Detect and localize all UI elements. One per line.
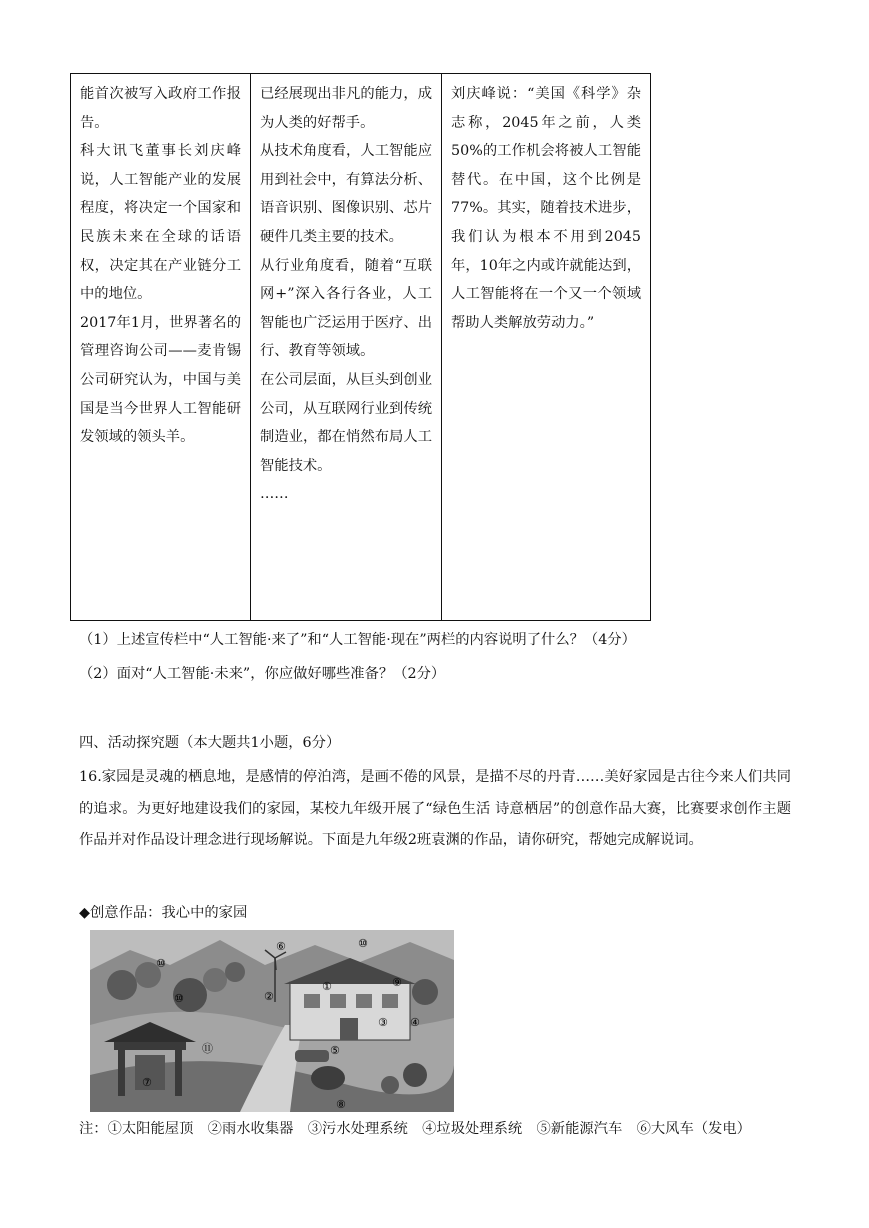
question-1: （1）上述宣传栏中“人工智能·来了”和“人工智能·现在”两栏的内容说明了什么？（4分） (79, 632, 636, 648)
marker-10b: ⑩ (156, 957, 166, 970)
marker-6: ⑥ (276, 940, 286, 953)
marker-8: ⑧ (336, 1098, 346, 1111)
marker-4: ④ (410, 1016, 420, 1029)
marker-10c: ⑩ (174, 992, 184, 1005)
table-column-2 (251, 74, 442, 620)
marker-9: ⑨ (392, 976, 402, 989)
marker-7: ⑦ (142, 1076, 152, 1089)
col1-para-2: 科大讯飞董事长刘庆峰说，人工智能产业的发展程度，将决定一个国家和民族未来在全球的话语权，决定其在产业链分工中的地位。 (80, 143, 241, 303)
marker-2: ② (264, 990, 274, 1003)
col2-para-4: 在公司层面，从巨头到创业公司，从互联网行业到传统制造业，都在悄然布局人工智能技术。 (260, 371, 432, 474)
col2-para-1: 已经展现出非凡的能力，成为人类的好帮手。 (260, 86, 432, 131)
col1-para-1: 能首次被写入政府工作报告。 (80, 86, 241, 131)
col2-para-3: 从行业角度看，随着“互联网+”深入各行各业，人工智能也广泛运用于医疗、出行、教育等领域。 (260, 257, 432, 360)
col2-ellipsis: …… (260, 486, 289, 503)
col2-para-2: 从技术角度看，人工智能应用到社会中，有算法分析、语音识别、图像识别、芯片硬件几类主要的技术。 (260, 143, 432, 245)
table-column-3 (442, 74, 650, 620)
marker-11: ⑪ (202, 1042, 213, 1055)
creative-work-title: ◆创意作品：我心中的家园 (79, 905, 248, 921)
marker-5: ⑤ (330, 1044, 340, 1057)
section-4-heading: 四、活动探究题（本大题共1小题，6分） (79, 735, 341, 751)
marker-3: ③ (378, 1016, 388, 1029)
col1-para-3: 2017年1月，世界著名的管理咨询公司——麦肯锡公司研究认为，中国与美国是当今世界人工智能研发领域的领头羊。 (80, 314, 241, 446)
table-column-1 (71, 74, 251, 620)
marker-10a: ⑩ (358, 937, 368, 950)
figure-note: 注：①太阳能屋顶 ②雨水收集器 ③污水处理系统 ④垃圾处理系统 ⑤新能源汽车 ⑥大风车（发电） (79, 1121, 751, 1137)
question-16: 16.家园是灵魂的栖息地，是感情的停泊湾，是画不倦的风景，是描不尽的丹青……美好家园是古往今来人们共同的追求。为更好地建设我们的家园，某校九年级开展了“绿色生活 诗意栖居”的创意作品大赛，比赛要求创作主题作品并对作品设计理念进行现场解说。下面是九年级2班袁渊的作品，请你研究，帮她完成解说词。 (79, 769, 791, 848)
question-2: （2）面对“人工智能·未来”，你应做好哪些准备？（2分） (79, 666, 446, 682)
ai-info-table (70, 73, 651, 621)
marker-1: ① (322, 980, 332, 993)
col3-para-1: 刘庆峰说：“美国《科学》杂志称，2045年之前，人类50%的工作机会将被人工智能替代。在中国，这个比例是77%。其实，随着技术进步，我们认为根本不用到2045年，10年之内或许就能达到，人工智能将在一个又一个领域帮助人类解放劳动力。” (451, 86, 641, 331)
home-illustration (90, 930, 454, 1112)
